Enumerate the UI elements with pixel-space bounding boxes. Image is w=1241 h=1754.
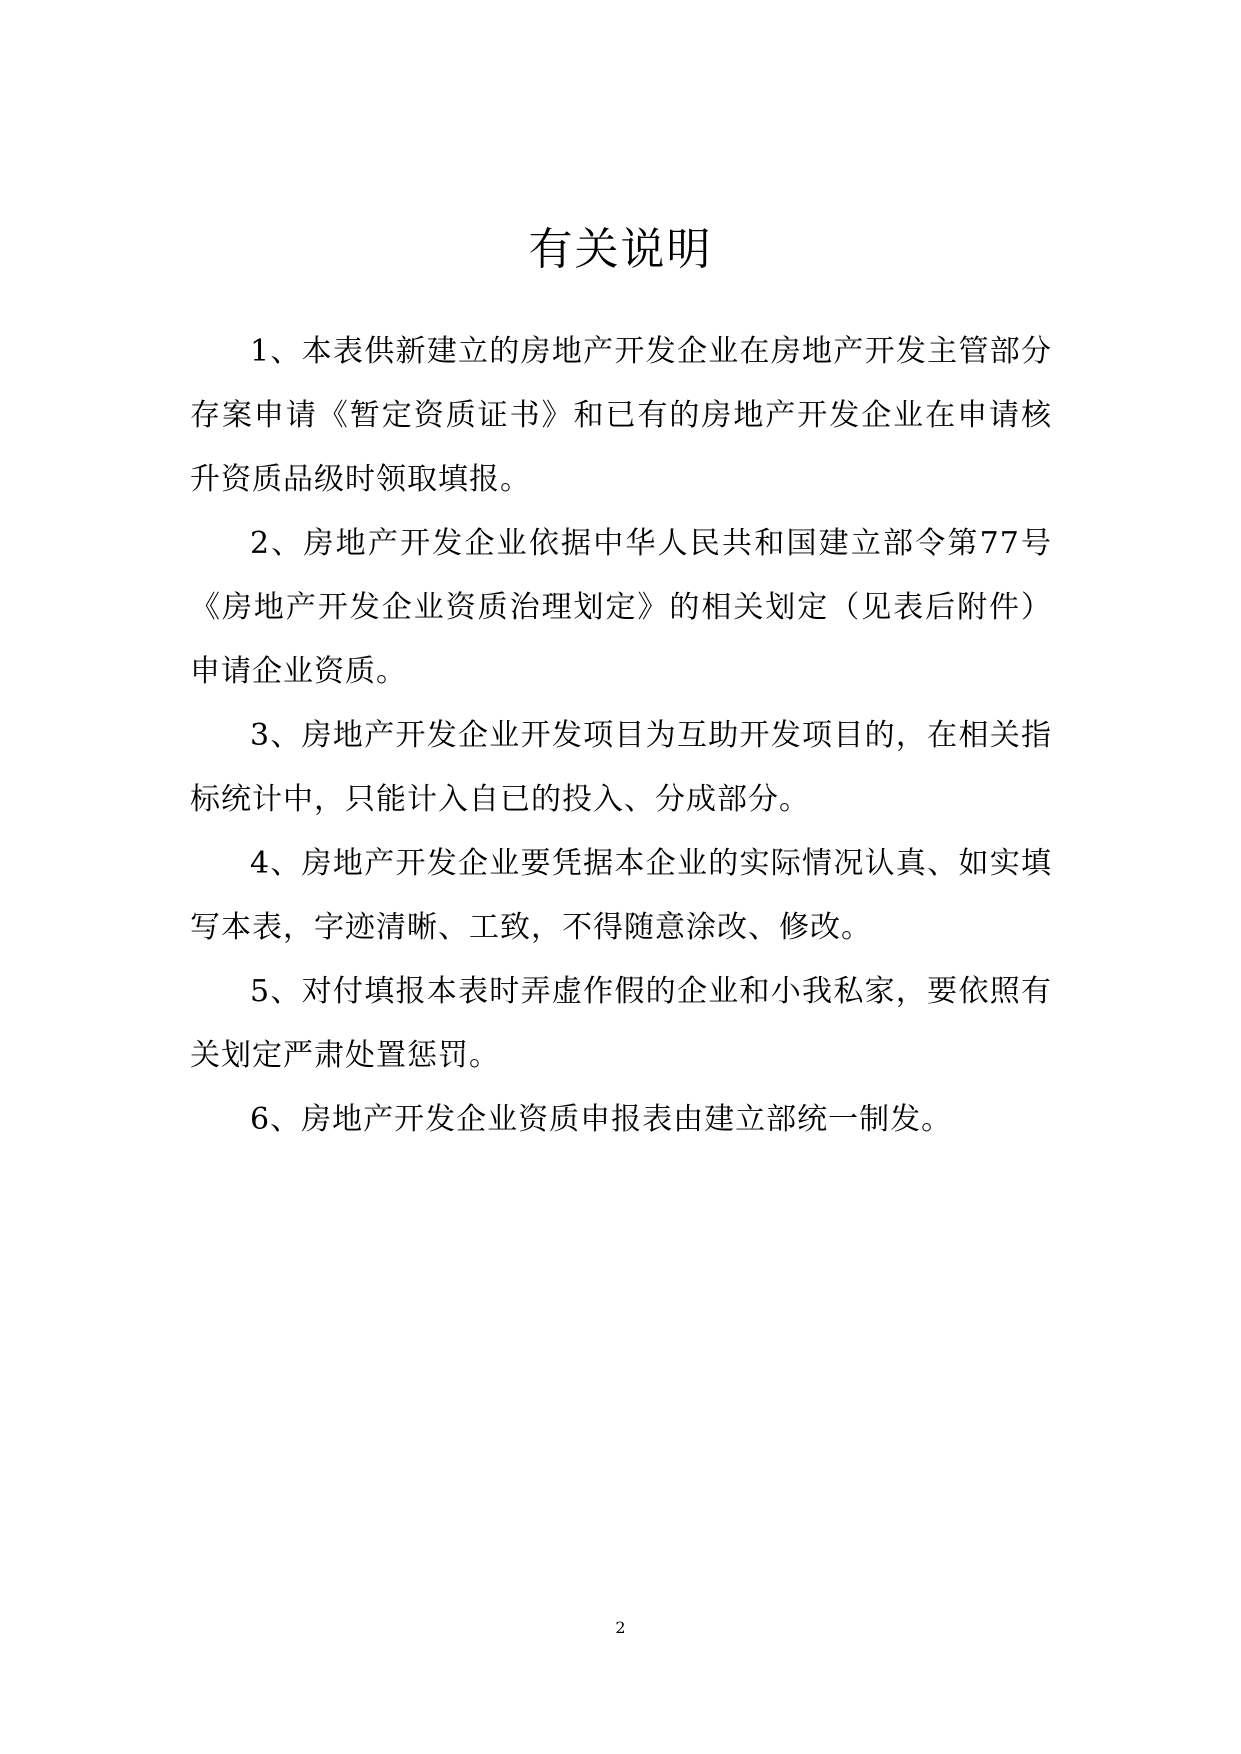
paragraph-1: 1、本表供新建立的房地产开发企业在房地产开发主管部分存案申请《暂定资质证书》和已有的房地产开发企业在申请核升资质品级时领取填报。 xyxy=(190,334,1052,497)
paragraph-4: 4、房地产开发企业要凭据本企业的实际情况认真、如实填写本表，字迹清晰、工致，不得随意涂改、修改。 xyxy=(190,846,1052,945)
paragraph-3: 3、房地产开发企业开发项目为互助开发项目的，在相关指标统计中，只能计入自已的投入、分成部分。 xyxy=(190,718,1052,817)
document-body xyxy=(190,320,1052,1152)
paragraph-5: 5、对付填报本表时弄虚作假的企业和小我私家，要依照有关划定严肃处置惩罚。 xyxy=(190,974,1052,1073)
page-number: 2 xyxy=(615,1618,626,1637)
paragraph-2: 2、房地产开发企业依据中华人民共和国建立部令第77号《房地产开发企业资质治理划定》的相关划定（见表后附件）申请企业资质。 xyxy=(190,526,1052,689)
document-title: 有关说明 xyxy=(528,224,713,275)
paragraph-6: 6、房地产开发企业资质申报表由建立部统一制发。 xyxy=(250,1102,953,1137)
